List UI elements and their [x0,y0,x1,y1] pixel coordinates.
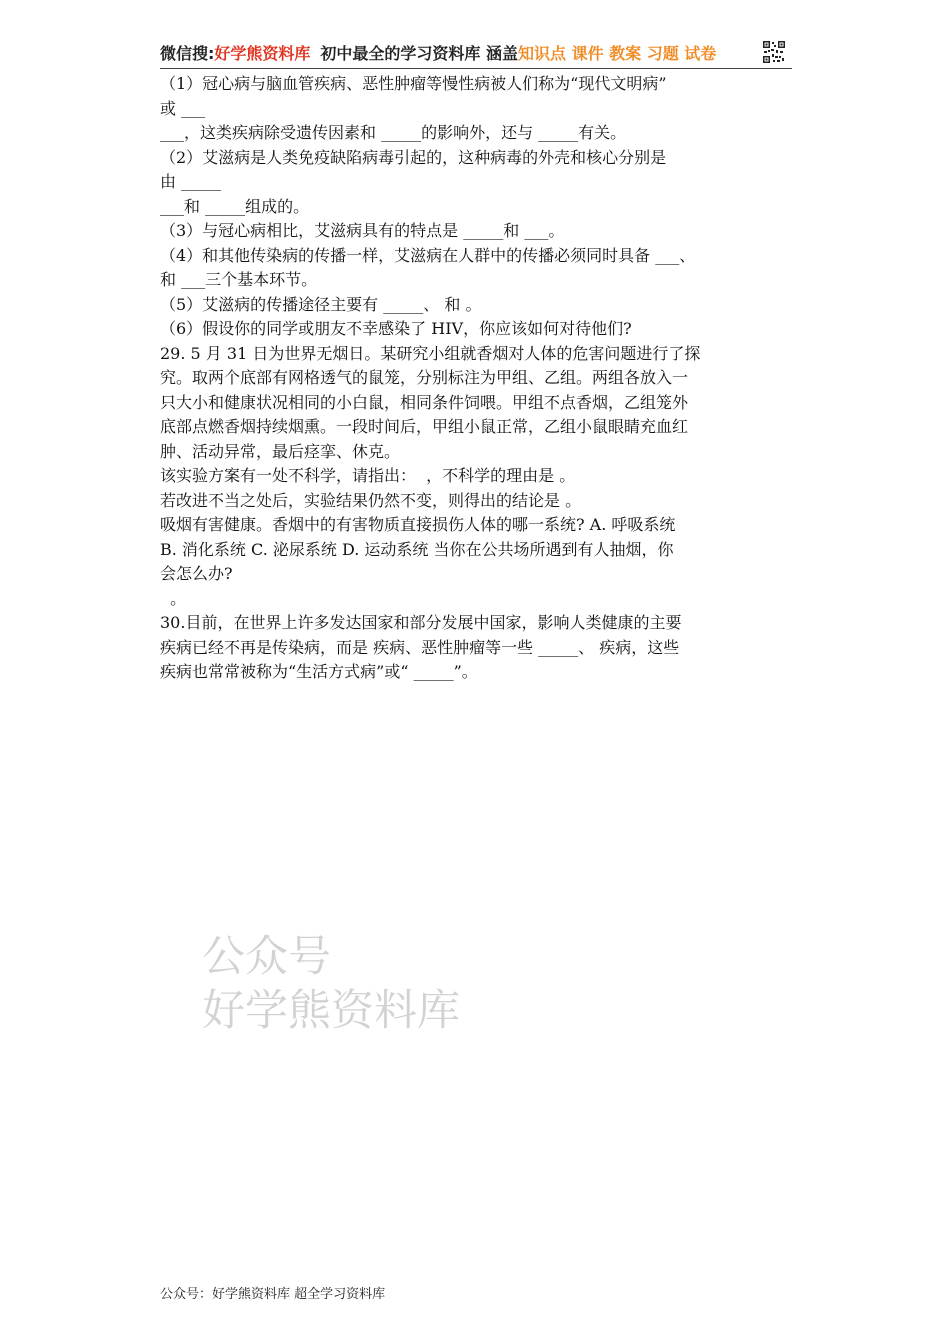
watermark-line-1: 公众号 [202,932,331,982]
header-search-label: 微信搜: [160,43,215,63]
text-line: 底部点燃香烟持续烟熏。一段时间后，甲组小鼠正常，乙组小鼠眼睛充血红 [160,417,689,436]
text-line: （6）假设你的同学或朋友不幸感染了 HIV，你应该如何对待他们? [160,319,632,338]
text-line: B. 消化系统 C. 泌尿系统 D. 运动系统 当你在公共场所遇到有人抽烟，你 [160,539,674,559]
text-line: 和 ___三个基本环节。 [160,270,318,289]
text-line: 究。取两个底部有网格透气的鼠笼，分别标注为甲组、乙组。两组各放入一 [160,368,689,387]
qr-code-icon [762,40,786,64]
text-line: 。 [160,588,187,608]
header-tagline: 初中最全的学习资料库 涵盖 [320,43,518,63]
header-resource-types: 知识点 课件 教案 习题 试卷 [518,43,717,63]
text-line: 该实验方案有一处不科学，请指出： ，不科学的理由是 。 [160,466,576,485]
text-line: 会怎么办? [160,564,233,583]
text-line: 29. 5 月 31 日为世界无烟日。某研究小组就香烟对人体的危害问题进行了探 [160,343,701,363]
header-brand-name: 好学熊资料库 [214,43,311,63]
text-line: （4）和其他传染病的传播一样，艾滋病在人群中的传播必须同时具备 ___、 [160,245,696,265]
text-line: 若改进不当之处后，实验结果仍然不变，则得出的结论是 。 [160,490,582,510]
watermark-line-2: 好学熊资料库 [202,986,460,1036]
text-line: 由 _____ [160,172,222,191]
text-line: 或 ___ [160,98,206,118]
document-body [160,72,800,685]
page-header [160,38,792,66]
text-line: （3）与冠心病相比，艾滋病具有的特点是 _____和 ___。 [160,221,565,240]
text-line: （2）艾滋病是人类免疫缺陷病毒引起的，这种病毒的外壳和核心分别是 [160,147,667,167]
text-line: 疾病也常常被称为“生活方式病”或“ _____”。 [160,662,478,681]
text-line: 30.目前，在世界上许多发达国家和部分发展中国家，影响人类健康的主要 [160,613,682,632]
text-line: （5）艾滋病的传播途径主要有 _____、 和 。 [160,294,482,314]
text-line: ___和 _____组成的。 [160,196,310,216]
header-divider [160,68,792,69]
text-line: 肿、活动异常，最后痉挛、休克。 [160,441,401,461]
text-line: （1）冠心病与脑血管疾病、恶性肿瘤等慢性病被人们称为“现代文明病” [160,74,667,93]
page-footer: 公众号：好学熊资料库 超全学习资料库 [160,1287,386,1302]
text-line: ___，这类疾病除受遗传因素和 _____的影响外，还与 _____有关。 [160,123,627,142]
text-line: 只大小和健康状况相同的小白鼠，相同条件饲喂。甲组不点香烟，乙组笼外 [160,392,689,412]
watermark [202,930,460,1038]
text-line: 吸烟有害健康。香烟中的有害物质直接损伤人体的哪一系统? A. 呼吸系统 [160,515,676,534]
text-line: 疾病已经不再是传染病，而是 疾病、恶性肿瘤等一些 _____、 疾病，这些 [160,637,680,657]
